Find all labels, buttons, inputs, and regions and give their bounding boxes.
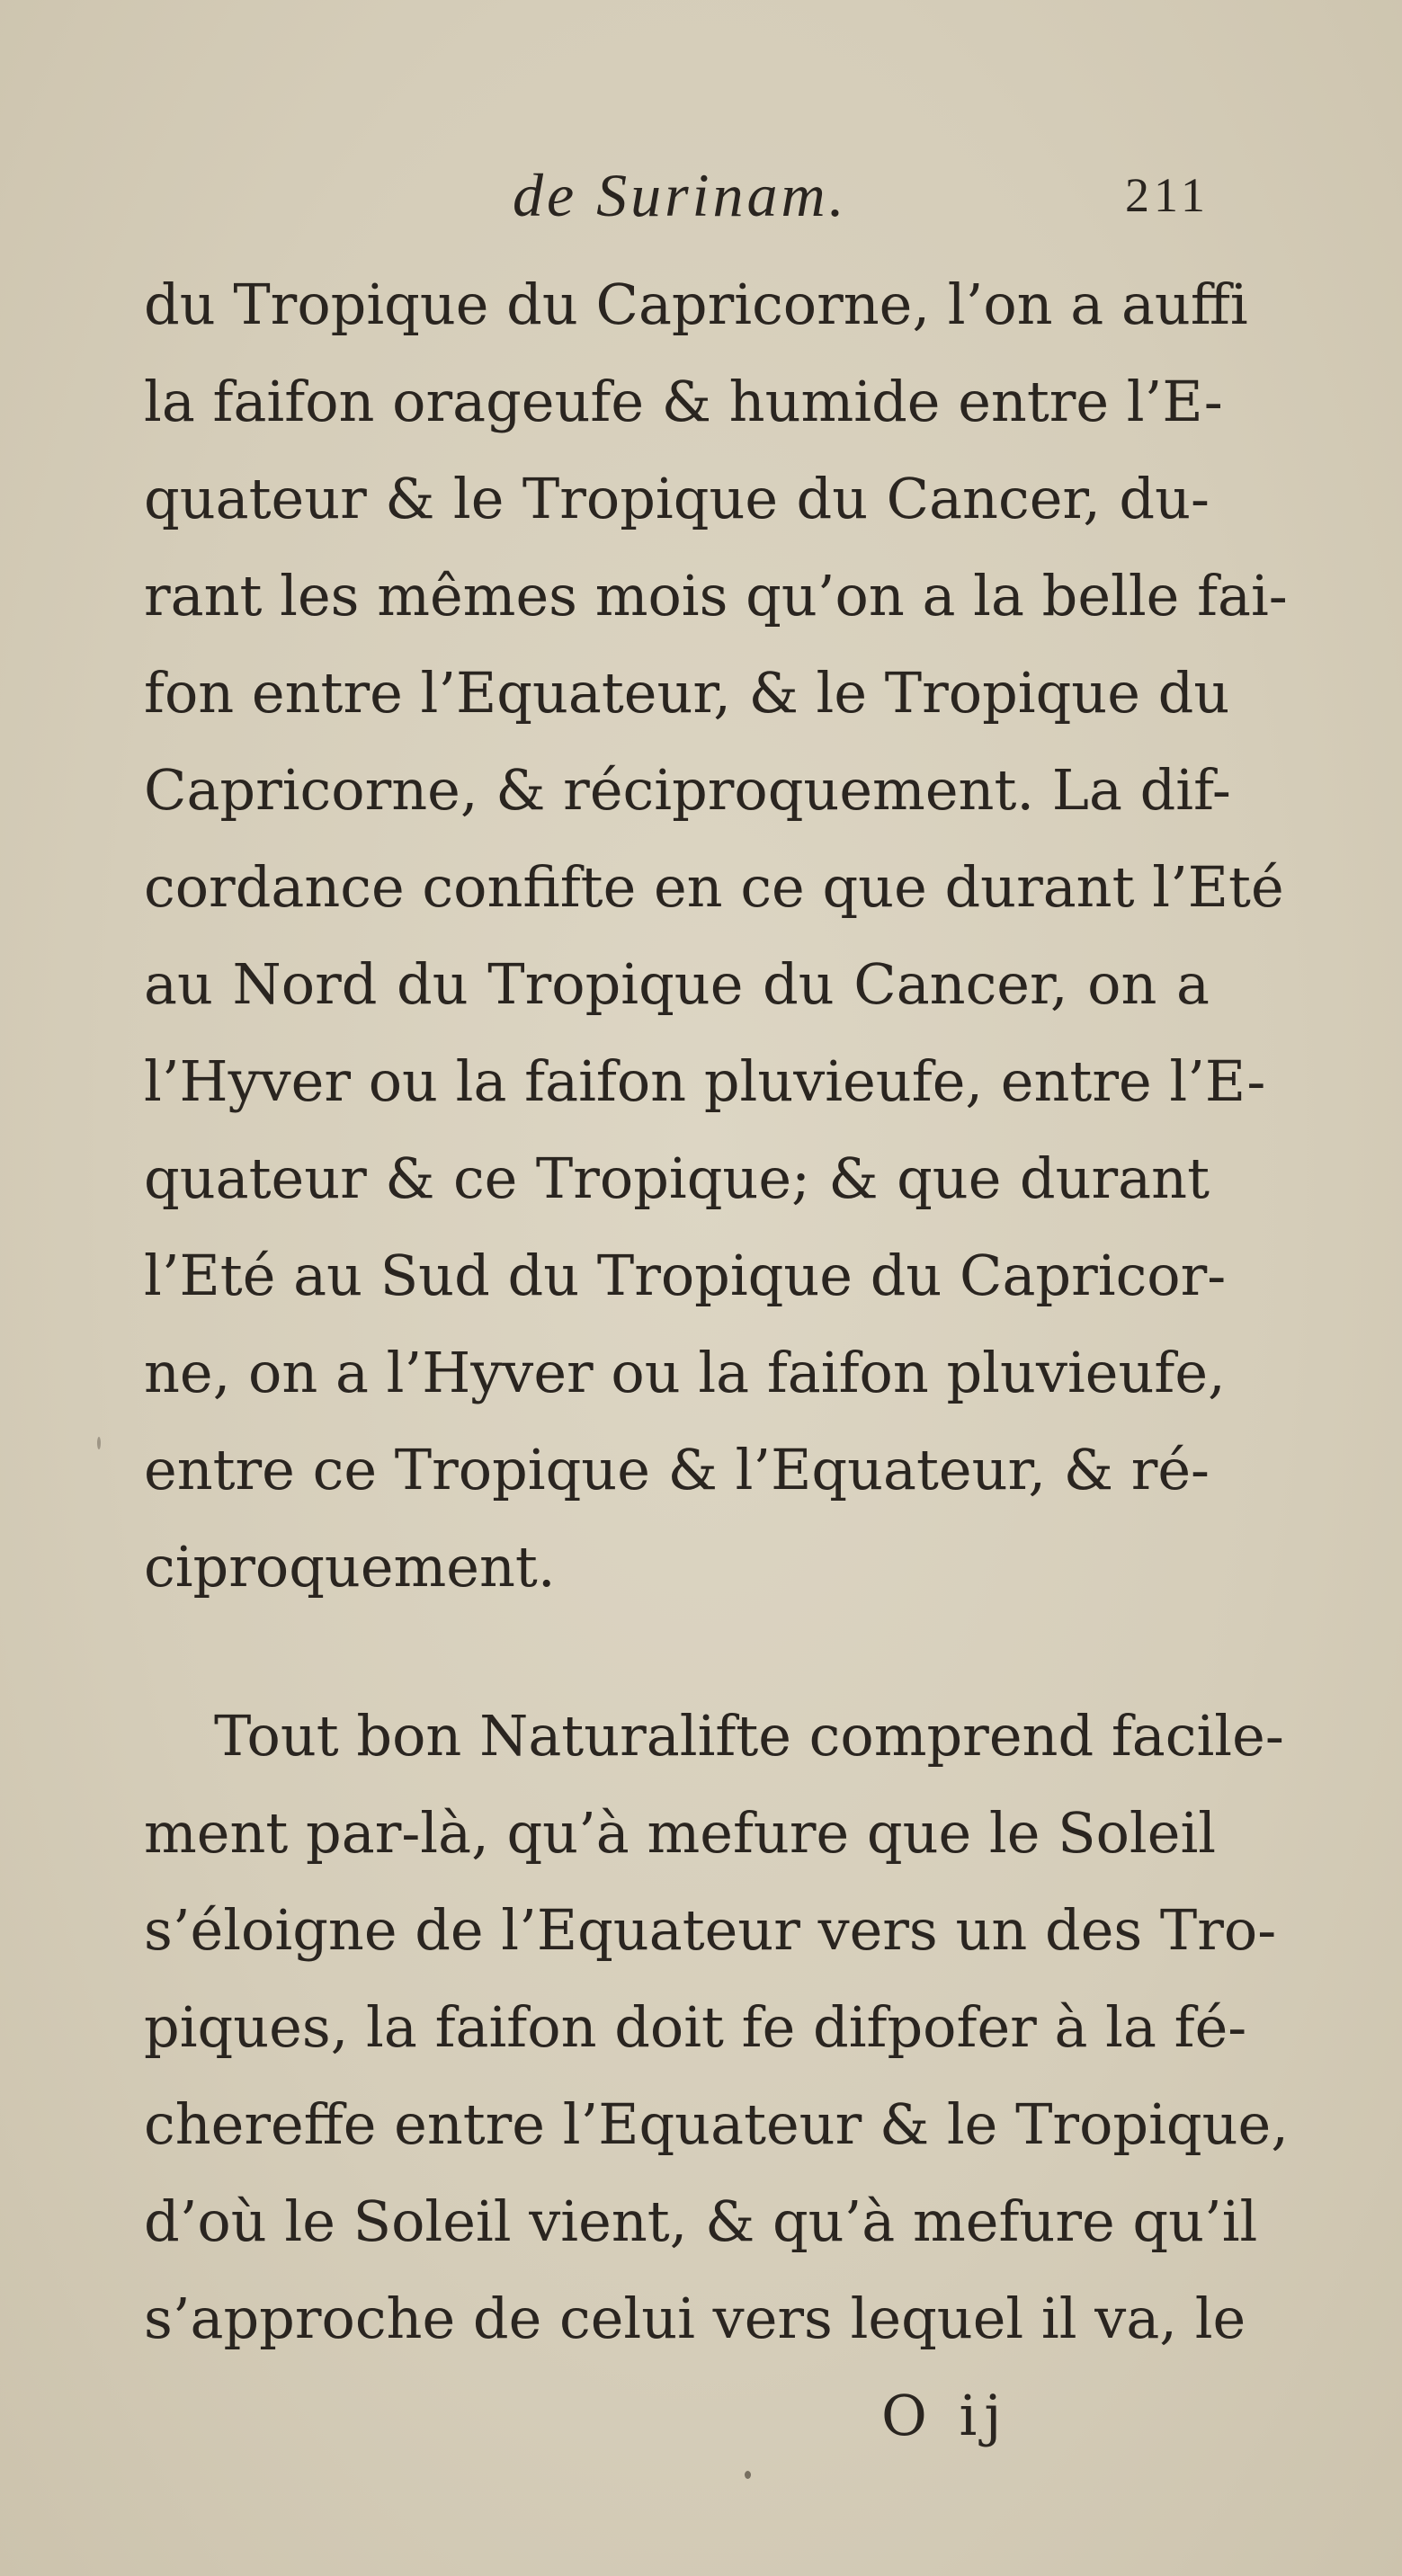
text-line: l’Eté au Sud du Tropique du Capricor- — [144, 1243, 1227, 1308]
text-line: quateur & le Tropique du Cancer, du- — [144, 466, 1210, 531]
text-line: entre ce Tropique & l’Equateur, & ré- — [144, 1437, 1210, 1502]
paragraph-2 — [144, 1688, 1289, 2367]
page-header — [144, 160, 1210, 232]
page-body — [144, 256, 1289, 2465]
signature-mark: O ij — [881, 2383, 1009, 2448]
text-line: Capricorne, & réciproquement. La dif- — [144, 757, 1231, 823]
text-line: rant les mêmes mois qu’on a la belle fai- — [144, 563, 1288, 628]
paragraph-spacer — [144, 1616, 1210, 1688]
ink-speck — [97, 1437, 101, 1449]
page-number: 211 — [1125, 168, 1210, 222]
text-line: quateur & ce Tropique; & que durant — [144, 1145, 1210, 1211]
text-line: ment par-là, qu’à mefure que le Soleil — [144, 1800, 1217, 1866]
text-line: au Nord du Tropique du Cancer, on a — [144, 951, 1210, 1017]
paragraph-1 — [144, 256, 1288, 1616]
text-line: chereffe entre l’Equateur & le Tropique, — [144, 2091, 1289, 2157]
text-line: fon entre l’Equateur, & le Tropique du — [144, 660, 1230, 726]
text-line: piques, la faifon doit fe difpofer à la fé- — [144, 1994, 1247, 2060]
ink-speck — [745, 2471, 751, 2479]
text-line: l’Hyver ou la faifon pluvieufe, entre l’E- — [144, 1048, 1266, 1114]
text-line: s’approche de celui vers lequel il va, le — [144, 2286, 1246, 2351]
text-line: la faifon orageufe & humide entre l’E- — [144, 369, 1223, 434]
text-line: ne, on a l’Hyver ou la faifon pluvieufe, — [144, 1340, 1226, 1405]
text-line: Tout bon Naturalifte comprend facile- — [214, 1703, 1284, 1769]
running-title: de Surinam. — [513, 161, 848, 229]
text-line: cordance confifte en ce que durant l’Eté — [144, 854, 1284, 920]
text-line: d’où le Soleil vient, & qu’à mefure qu’il — [144, 2188, 1258, 2254]
text-line: ciproquement. — [144, 1534, 556, 1600]
text-line: s’éloigne de l’Equateur vers un des Tro- — [144, 1897, 1277, 1963]
text-line: du Tropique du Capricorne, l’on a auffi — [144, 272, 1248, 337]
